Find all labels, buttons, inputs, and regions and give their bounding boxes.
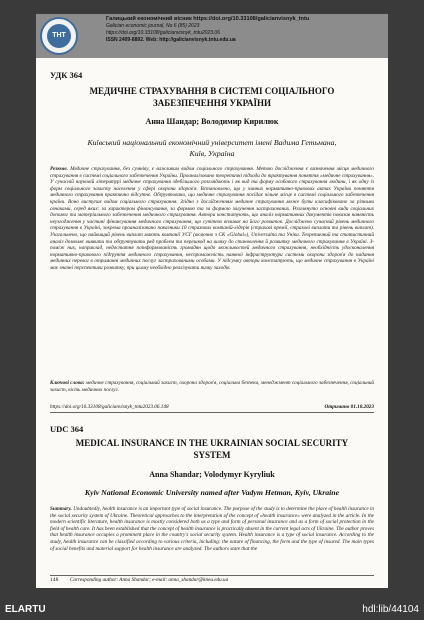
en-summary-lead: Summary. xyxy=(50,506,72,512)
ua-udc: УДК 364 xyxy=(50,70,83,80)
en-affiliation: Kyiv National Economic University named after Vadym Hetman, Kyiv, Ukraine xyxy=(84,488,340,497)
en-title-line-1: MEDICAL INSURANCE IN THE UKRAINIAN SOCIAL SECURITY xyxy=(75,438,349,448)
corresponding-author: Corresponding author: Anna Shandar; e-mail: anna_shandar@kneu.edu.ua xyxy=(70,577,229,583)
journal-logo xyxy=(40,17,78,55)
ua-authors: Анна Шандар; Володимир Кирилюк xyxy=(145,117,279,126)
journal-logo-text: ТНТ xyxy=(47,24,71,48)
journal-banner xyxy=(36,14,388,58)
en-summary xyxy=(50,506,374,572)
ua-abstract-lead: Резюме. xyxy=(50,166,68,172)
paper-page xyxy=(36,14,388,588)
handle-label: hdl:lib/44104 xyxy=(362,604,419,615)
ua-title-line-1: МЕДИЧНЕ СТРАХУВАННЯ В СИСТЕМІ СОЦІАЛЬНОГО xyxy=(89,86,335,96)
ua-doi: https://doi.org/10.33108/galicianvisnyk_tntu2023.06.148 xyxy=(50,404,169,410)
journal-line-1: Галицький економічний вісник https://doi.org/10.33108/galicianvisnyk_tntu xyxy=(106,16,310,22)
en-summary-text: Undoubtedly, health insurance is an important type of social insurance. The purpose of the study is to determine the place of health insurance in the social security system of Ukraine. Theoretical approaches to the interpretation of the concept of «health insurance» were analyzed in the article. In the modern scientific literature, health insurance is mostly considered both as a type and form of personal insurance and as a form of social protection in the field of health care. It has been established that the concept of health insurance is practically absent in the current legal acts of Ukraine. The author proves that health insurance occupies a prominent place in the country's social security system. Health insurance is a type of social insurance. According to the study, health insurance can be classified according to various criteria, including: the nature of financing, the form and the type of insured. The main types of social benefits and material support for health insurance are analyzed. The authors state that the xyxy=(50,506,374,552)
ua-keywords-lead: Ключові слова: xyxy=(50,380,85,386)
ua-received: Отримано 01.10.2023 xyxy=(324,404,374,410)
section-divider xyxy=(50,412,374,413)
archive-bar xyxy=(0,606,424,620)
ua-affiliation-line-2: Київ, Україна xyxy=(189,149,235,158)
journal-line-2: Galician economic journal, No 6 (85) 2023 xyxy=(106,23,200,29)
journal-line-3: https://doi.org/10.33108/galicianvisnyk_tntu2023.06 xyxy=(106,30,220,36)
ua-abstract xyxy=(50,166,374,378)
ua-abstract-text: Медичне страхування, без сумніву, є важливим видом соціального страхування. Метою дослідження є визначення місця медичного страхування в системі соціального забезпечення України. Проаналізовано теоретичні підходи до трактування поняття «медичне страхування». У сучасній науковій літературі медичне страхування здебільшого розглядають і як вид та форму особового страхування людини, і як одну із форм соціального захисту населення у сфері охорони здоров'я. Встановлено, що у чинних нормативно-правових актах України поняття медичного страхування практично відсутнє. Обґрунтовано, що медичне страхування посідає чільне місце в системі соціального забезпечення країни. Воно виступає видом соціального страхування. Згідно з дослідженням медичне страхування може бути класифіковано за різними ознаками, серед яких: за характером фінансування, за формою та за формою залучення застрахованих. Розглянуто основні види соціальних допомог та матеріального забезпечення медичного страхування. Автори констатують, що аналіз нормативних документів показав наявність неузгодження у частині фінансування медичного страхування, що суттєво впливає на його розвиток. Досліджено сучасний рівень медичного страхування в Україні, зокрема проаналізовано показники 10 страхових компаній-лідерів (страхові премії, страхові виплати та рівень виплат). Узагальнено, що найвищий рівень виплат мають компанії УСГ (включно з СК «Global»), Universalna та Уніка. Теоретичний та статистичний аналіз дозволяє виявити та обґрунтувати ряд проблем та перешкод на шляху до становлення й розвитку медичного страхування в Україні. З-поміж них, наприклад, недостатня поінформованість громадян щодо можливостей медичного страхування, необхідність удосконалення нормативно-правового підґрунтя медичного страхування, неспроможність наявної інфраструктури системи охорони здоров'я до надання медичних переваг в отриманні медичних послуг застрахованими особами. У підсумку автори констатують, що медичне страхування в Україні має значні перспективи розвитку, при цьому необхідно реалізувати низку заходів. xyxy=(50,166,374,271)
ua-keywords xyxy=(50,380,374,400)
en-authors: Anna Shandar; Volodymyr Kyryliuk xyxy=(149,470,275,479)
ua-title-line-2: ЗАБЕЗПЕЧЕННЯ УКРАЇНИ xyxy=(153,98,271,108)
page-number: 148 xyxy=(50,577,59,583)
en-title-line-2: SYSTEM xyxy=(193,450,231,460)
ua-keywords-text: медичне страхування, соціальний захист, охорона здоров'я, соціальна безпека, менеджмент соціального забезпечення, соціальний захист, вість медичних послуг. xyxy=(50,380,374,393)
journal-line-4: ISSN 2409-8892. Web: http://galicianvisnyk.tntu.edu.ua xyxy=(106,37,236,43)
footer-divider xyxy=(50,575,374,576)
archive-label: ELARTU xyxy=(5,604,46,615)
ua-affiliation-line-1: Київський національний економічний університет імені Вадима Гетьмана, xyxy=(87,138,337,147)
en-udc: UDC 364 xyxy=(50,424,84,434)
journal-info xyxy=(106,16,386,44)
